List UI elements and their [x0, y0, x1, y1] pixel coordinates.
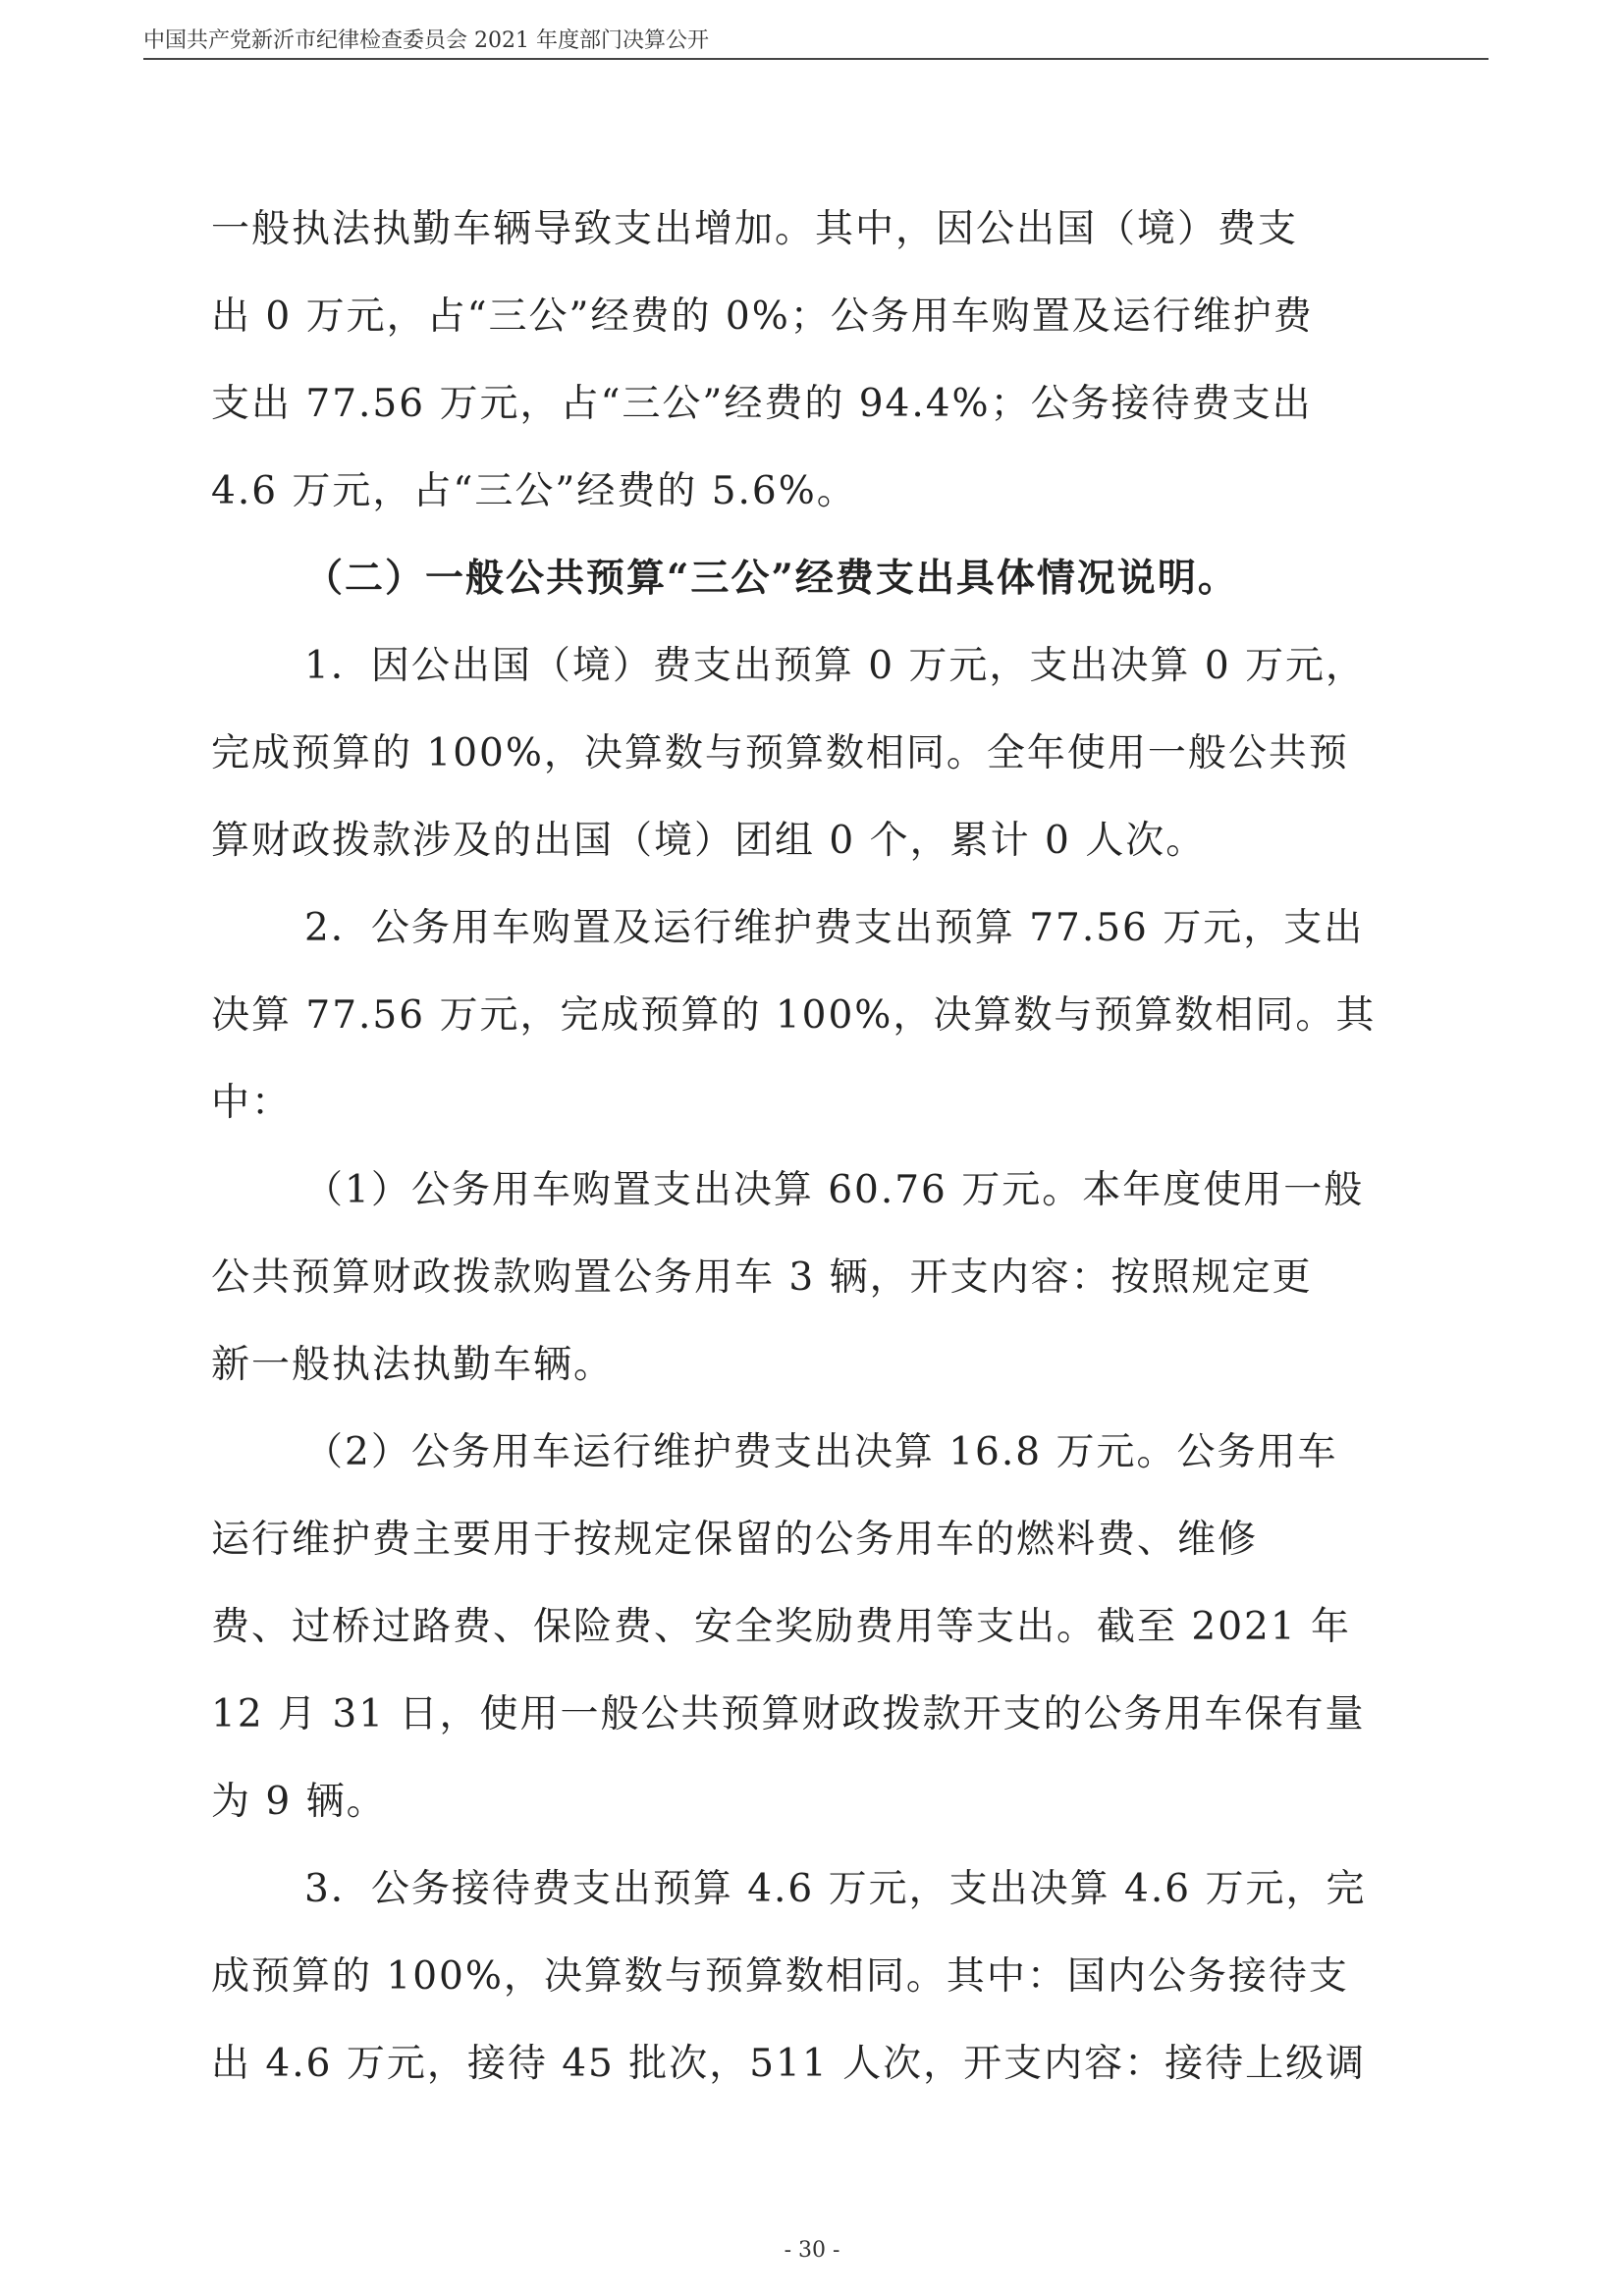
body-line-3: 支出 77.56 万元，占“三公”经费的 94.4%；公务接待费支出	[211, 382, 1313, 426]
page-number: - 30 -	[784, 2238, 840, 2263]
body-line-17: 费、过桥过路费、保险费、安全奖励费用等支出。截至 2021 年	[211, 1605, 1352, 1649]
body-line-13: 公共预算财政拨款购置公务用车 3 辆，开支内容：按照规定更	[211, 1255, 1313, 1300]
body-line-4: 4.6 万元，占“三公”经费的 5.6%。	[211, 469, 857, 513]
header-divider	[143, 58, 1489, 60]
body-line-6: 1．因公出国（境）费支出预算 0 万元，支出决算 0 万元，	[304, 644, 1367, 688]
body-line-19: 为 9 辆。	[211, 1780, 387, 1824]
body-line-16: 运行维护费主要用于按规定保留的公务用车的燃料费、维修	[211, 1518, 1259, 1562]
body-line-2: 出 0 万元，占“三公”经费的 0%；公务用车购置及运行维护费	[211, 294, 1314, 339]
body-line-9: 2．公务用车购置及运行维护费支出预算 77.56 万元，支出	[304, 906, 1365, 950]
page-header-title: 中国共产党新沂市纪律检查委员会 2021 年度部门决算公开	[143, 28, 709, 53]
body-line-15: （2）公务用车运行维护费支出决算 16.8 万元。公务用车	[304, 1430, 1338, 1474]
body-line-21: 成预算的 100%，决算数与预算数相同。其中：国内公务接待支	[211, 1954, 1349, 1999]
body-line-20: 3．公务接待费支出预算 4.6 万元，支出决算 4.6 万元，完	[304, 1867, 1367, 1911]
body-line-18: 12 月 31 日，使用一般公共预算财政拨款开支的公务用车保有量	[211, 1692, 1366, 1736]
section-heading: （二）一般公共预算“三公”经费支出具体情况说明。	[304, 556, 1238, 601]
body-line-10: 决算 77.56 万元，完成预算的 100%，决算数与预算数相同。其	[211, 993, 1377, 1038]
body-line-7: 完成预算的 100%，决算数与预算数相同。全年使用一般公共预	[211, 731, 1349, 775]
body-line-12: （1）公务用车购置支出决算 60.76 万元。本年度使用一般	[304, 1168, 1365, 1212]
body-line-8: 算财政拨款涉及的出国（境）团组 0 个，累计 0 人次。	[211, 819, 1207, 863]
body-line-11: 中：	[211, 1081, 293, 1125]
body-line-14: 新一般执法执勤车辆。	[211, 1343, 615, 1387]
body-line-22: 出 4.6 万元，接待 45 批次，511 人次，开支内容：接待上级调	[211, 2042, 1367, 2086]
body-line-1: 一般执法执勤车辆导致支出增加。其中，因公出国（境）费支	[211, 207, 1299, 251]
